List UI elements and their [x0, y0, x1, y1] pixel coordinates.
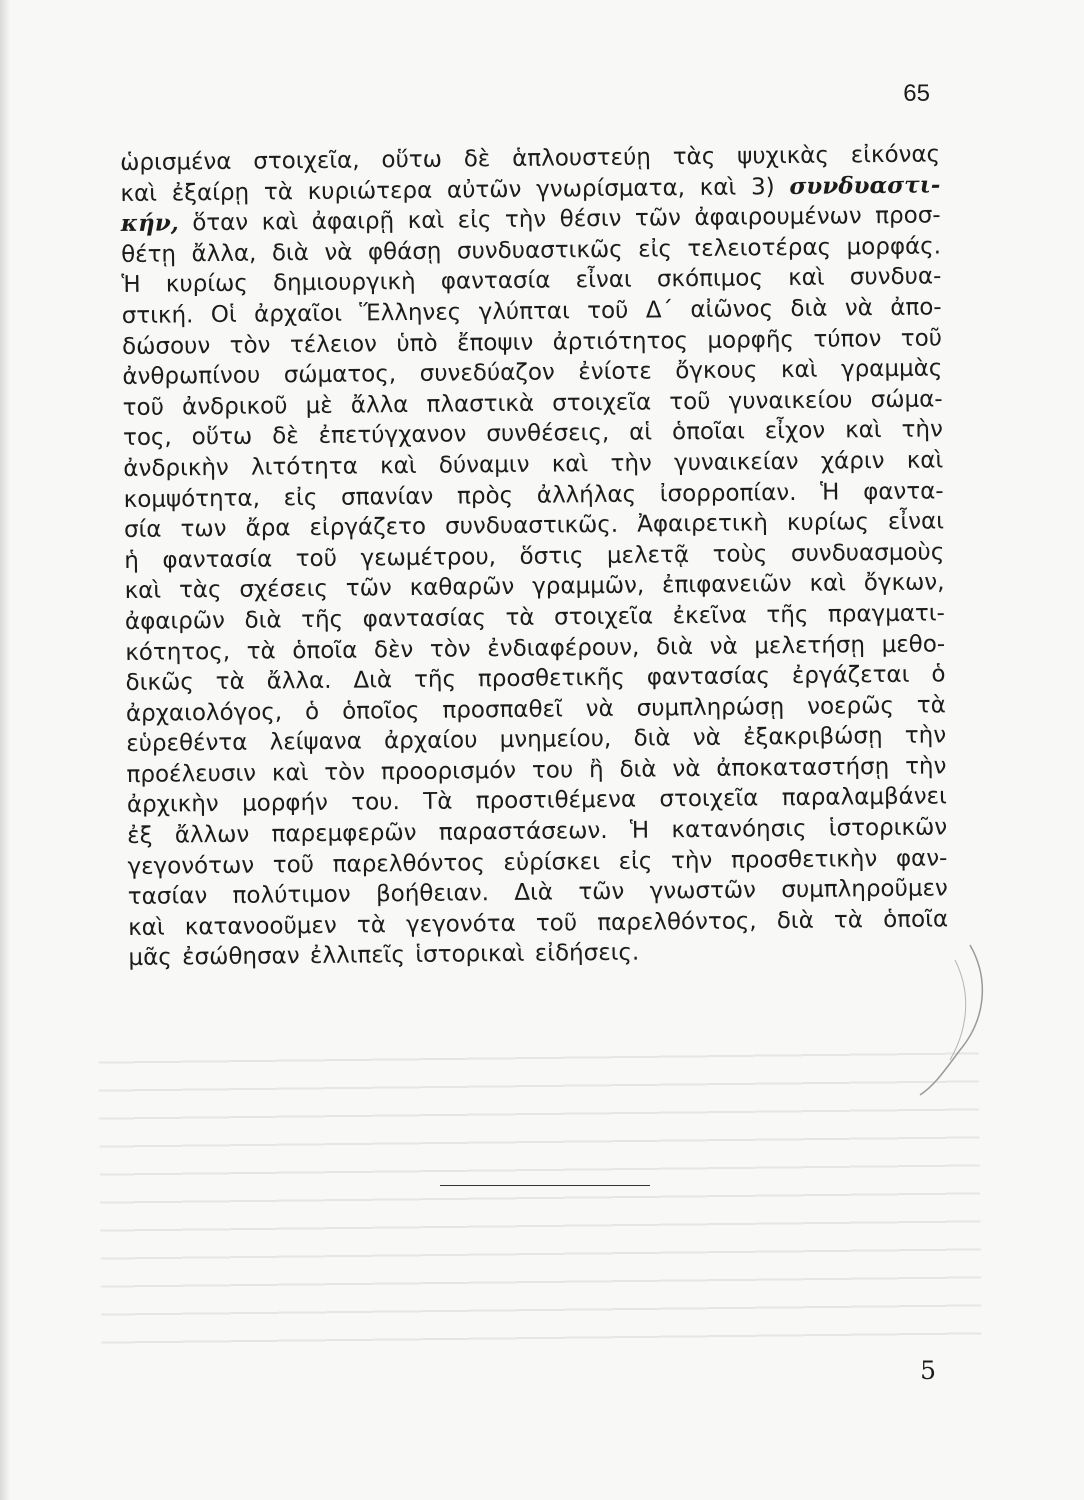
word: γεωμέτρου, [360, 543, 497, 572]
word: σώμα- [870, 386, 943, 413]
word: γεγονότα [405, 910, 516, 938]
word: νὰ [709, 633, 738, 660]
word: καὶ [699, 174, 737, 201]
word: μελετᾷ [606, 541, 690, 569]
word: νὰ [672, 755, 701, 783]
word: ὡρισμένα [120, 148, 232, 176]
word: καὶ [780, 356, 818, 384]
word: εἰς [618, 848, 653, 875]
word: ἐξαίρῃ [171, 179, 250, 207]
word: τοῦ [587, 297, 629, 325]
word: εἶχον [764, 417, 826, 445]
word: ἄλλα, [191, 240, 257, 268]
word: ἱστορικῶν [828, 814, 948, 842]
word: τὴν [670, 847, 713, 874]
word: νοερῶς [807, 692, 895, 720]
word: Ἀφαιρετικὴ [637, 510, 768, 538]
word: Ἡ [629, 817, 650, 844]
word: διὰ [244, 607, 282, 634]
word: κυρίως [786, 509, 870, 537]
word: αἱ [629, 419, 653, 447]
word: κομψότητα, [123, 485, 261, 513]
word: καὶ [407, 207, 445, 235]
word: τοῦ [900, 324, 943, 352]
word: μορφάς. [846, 233, 942, 261]
word: κότητος, [125, 638, 231, 666]
word: ἐπετύγχανον [318, 421, 467, 450]
word: ἁπλουστεύῃ [512, 144, 652, 172]
word: συμπληρώσῃ [636, 693, 785, 722]
word: ἀρχαίου [383, 727, 478, 755]
word: χάριν [820, 447, 885, 475]
word: κήν, [120, 209, 179, 238]
word: προστιθέμενα [475, 787, 637, 815]
word: εἶναι [887, 508, 945, 536]
word: ἐξ [127, 822, 153, 850]
word: τὸν [324, 759, 366, 786]
word: οὕτω [191, 423, 253, 451]
word: Ἕλληνες [359, 299, 462, 327]
page-number: 65 [903, 80, 930, 107]
word: νὰ [844, 295, 873, 322]
word: εἰς [283, 484, 318, 511]
word: τασίαν [127, 883, 208, 911]
word: δύναμιν [438, 451, 530, 479]
word: ἐνδιαφέρουν, [487, 634, 640, 662]
word: τέλειον [289, 330, 378, 358]
word: ἀλλήλας [536, 481, 637, 509]
word: δικῶς [125, 669, 194, 697]
word: συνδυαστικῶς [456, 236, 623, 265]
pencil-margin-mark [900, 940, 990, 1100]
word: ἰσορροπίαν. [659, 479, 797, 507]
word: συνδυασμοὺς [790, 539, 945, 567]
word: καὶ [551, 451, 589, 478]
word: τὰ [246, 637, 276, 665]
word: ἀπο- [890, 294, 942, 321]
word: συνδυαστικῶς. [444, 511, 619, 540]
word: σκόπιμος [656, 265, 764, 293]
word: κυρίως [165, 271, 248, 298]
word: κατανόησις [671, 815, 807, 844]
word: ἐνίοτε [578, 358, 652, 386]
word: φαντα- [862, 477, 944, 505]
word: στοιχεῖα [659, 785, 759, 813]
word: ὑπὸ [396, 330, 438, 357]
word: τὴν [904, 722, 947, 750]
word: προσπαθεῖ [442, 696, 563, 724]
word: τὰς [672, 143, 716, 171]
word: προσ- [875, 202, 941, 230]
word: ἀρχικὴν [126, 791, 219, 819]
word: μορφῆς [707, 326, 795, 354]
word: φαν- [895, 845, 948, 872]
word: ἐξακριβώσῃ [742, 723, 883, 751]
word: τῆς [413, 666, 457, 694]
word: φαντασία [440, 267, 551, 296]
word: ἐκεῖνα [672, 602, 747, 630]
word: σπανίαν [340, 483, 434, 511]
word: ὁποῖα [292, 637, 358, 664]
word: ὄγκους [675, 357, 758, 385]
word: ἀνθρωπίνου [122, 362, 261, 391]
word: τὸν [429, 635, 471, 663]
word: θέσιν [559, 205, 622, 233]
word: τὰ [356, 912, 387, 939]
word: τῶν [634, 205, 682, 232]
word: οὕτω [381, 146, 443, 174]
word: Τὰ [423, 789, 453, 816]
word: γλύπται [478, 298, 570, 326]
word: τύπον [813, 325, 882, 353]
word: τὴν [610, 450, 652, 477]
word: νὰ [692, 725, 722, 752]
word: ὅστις [519, 542, 584, 570]
word: συνθέσεις, [486, 420, 610, 448]
word: συνδυα- [849, 263, 942, 291]
word: τῆς [766, 601, 809, 629]
word: μᾶς [128, 944, 172, 972]
word: τοῦ [272, 851, 315, 879]
word: τὸν [229, 331, 271, 359]
word: τοῦ [669, 388, 711, 416]
word: ἄλλα [350, 391, 409, 419]
word: τελειοτέρας [687, 234, 832, 262]
word: τὰ [215, 668, 245, 696]
word: του [531, 757, 574, 784]
word: του. [351, 789, 400, 817]
word: ὄγκων, [863, 569, 945, 597]
word: νὰ [585, 695, 614, 722]
word: μελετήσῃ [754, 631, 866, 659]
word: παρεμφερῶν [271, 819, 417, 848]
word: αἰῶνος [690, 296, 774, 324]
word: καὶ [379, 452, 417, 480]
word: ἀφαιρουμένων [694, 203, 862, 232]
word: ἀνδρικὴν [123, 454, 229, 482]
word: εὑρίσκει [503, 848, 601, 876]
word: γεγονότων [127, 852, 255, 880]
word: καὶ [261, 209, 299, 236]
word: εἰδήσεις. [534, 940, 640, 968]
word: τὴν [901, 416, 944, 444]
word: Οἱ [210, 301, 237, 329]
word: ἀρτιότητος [552, 327, 689, 356]
word: ἐπιφανειῶν [661, 571, 792, 599]
word: ψυχικὰς [736, 142, 830, 170]
word: παρελθόντος [332, 849, 485, 878]
word: ἄλλων [174, 821, 250, 849]
word: Διὰ [514, 879, 554, 907]
word: ὁποῖαι [671, 418, 745, 446]
word: τοῦ [535, 910, 578, 937]
word: τὰς [178, 577, 222, 604]
word: γυναικείου [728, 387, 853, 415]
word: παραστάσεων. [438, 817, 608, 846]
word: Ἡ [121, 272, 141, 299]
word: φαντασία [162, 546, 273, 574]
word: τὰ [833, 907, 864, 934]
word: Δ´ [645, 297, 674, 324]
word: τὰ [916, 692, 946, 719]
word: τοῦ [122, 394, 165, 421]
word: διὰ [633, 725, 671, 752]
show-through-text [98, 1035, 981, 1344]
word: προσθετικῆς [477, 664, 625, 693]
word: διὰ [776, 907, 814, 935]
word: φαντασίας [362, 605, 487, 633]
word: ἢ [588, 756, 604, 783]
word: ἔποψιν [456, 329, 534, 357]
word: ἀφαιρῇ [311, 208, 395, 236]
signature-number: 5 [920, 1356, 936, 1385]
word: βοήθειαν. [375, 880, 490, 908]
word: ἄλλα. [266, 667, 332, 695]
word: πλαστικὰ [426, 390, 535, 418]
word: Ἡ [820, 479, 840, 506]
word: φθάσῃ [367, 238, 442, 266]
word: θέτῃ [120, 241, 177, 268]
section-rule [440, 1185, 650, 1186]
word: τὴν [904, 753, 947, 780]
word: τοὺς [712, 540, 768, 568]
word: μεθο- [881, 630, 946, 658]
word: σώματος, [283, 361, 397, 389]
word: προορισμόν [380, 757, 517, 786]
word: καὶ [809, 570, 847, 598]
word: λιτότητα [250, 453, 358, 481]
word: προέλευσιν [126, 760, 257, 788]
word: σχέσεις [239, 576, 329, 604]
word: ὁ [304, 698, 320, 725]
word: στοιχεῖα, [253, 147, 360, 175]
word: ἀφαιρῶν [124, 607, 226, 635]
word: πραγματι- [827, 600, 946, 628]
word: των [180, 516, 227, 543]
word: τος, [122, 424, 172, 452]
word: ὁ [931, 661, 946, 688]
word: φαντασίας [646, 663, 771, 691]
word: ἱστορικαὶ [415, 941, 525, 969]
word: εἰκόνας [850, 141, 941, 169]
word: λείψανα [269, 728, 362, 756]
word: συνδυαστι- [789, 171, 941, 200]
word: μὲ [305, 392, 333, 419]
word: δὲν [373, 636, 414, 663]
word: παρελθόντος, [597, 908, 757, 936]
word: γνωστῶν [649, 877, 757, 905]
body-text [120, 139, 949, 974]
word: τὰ [505, 604, 535, 631]
word: καὶ [787, 265, 825, 292]
word: συμπληροῦμεν [781, 875, 948, 904]
word: τὰ [263, 178, 294, 206]
word: ἀνδρικοῦ [181, 393, 288, 421]
word: δημιουργικὴ [272, 269, 416, 297]
word: ἐσώθησαν [181, 943, 300, 971]
word: γυναικείαν [673, 448, 799, 477]
word: γραμμὰς [840, 355, 943, 383]
word: 3) [750, 173, 775, 200]
word: καὶ [271, 759, 309, 787]
word: εὑρεθέντα [126, 729, 248, 758]
word: ἐλλιπεῖς [309, 942, 406, 970]
word: στοιχεῖα [553, 603, 654, 631]
word: ἄρα [245, 515, 291, 542]
word: γνωρίσματα, [536, 174, 686, 203]
word: συνεδύαζον [419, 359, 555, 388]
word: δὲ [272, 423, 299, 450]
word: διὰ [619, 756, 657, 783]
word: τῶν [345, 575, 392, 602]
word: τῶν [578, 879, 625, 906]
word: κατανοοῦμεν [184, 912, 337, 941]
word: ἀποκαταστήσῃ [716, 753, 890, 782]
word: εἰς [457, 207, 492, 234]
word: εἰς [638, 236, 673, 263]
word: δώσουν [121, 332, 211, 360]
word: τὴν [504, 206, 547, 234]
word: δὲ [463, 146, 491, 173]
word: ἀρχαιολόγος, [125, 699, 283, 727]
word: καὶ [120, 180, 158, 207]
word: καὶ [906, 447, 944, 474]
word: σία [123, 516, 162, 544]
word: τῆς [301, 606, 344, 634]
word: προσθετικὴν [730, 845, 878, 874]
word: ἀρχαῖοι [253, 300, 343, 328]
word: διὰ [790, 295, 828, 322]
word: διὰ [655, 633, 694, 660]
word: μορφήν [241, 790, 329, 818]
word: καὶ [128, 914, 165, 941]
word: στοιχεῖα [552, 389, 652, 417]
word: πολύτιμον [232, 881, 351, 910]
word: μνημείου, [499, 726, 612, 754]
word: ὁποῖος [341, 697, 420, 725]
word: ἡ [124, 547, 140, 574]
word: διὰ [271, 239, 310, 267]
word: ὁποῖα [882, 906, 949, 933]
word: κυριώτερα [307, 177, 433, 205]
page-edge-shadow [0, 0, 10, 1500]
word: αὐτῶν [446, 176, 522, 204]
word: γραμμῶν, [532, 572, 645, 601]
word: νὰ [324, 239, 353, 266]
word: καὶ [845, 417, 882, 444]
word: καθαρῶν [409, 574, 515, 602]
word: ὅταν [192, 209, 249, 237]
word: καὶ [124, 577, 162, 605]
word: εἶναι [575, 267, 632, 294]
word: παραλαμβάνει [781, 783, 947, 812]
word: στική. [121, 302, 194, 329]
word: πρὸς [456, 482, 514, 510]
word: εἰργάζετο [309, 513, 427, 542]
word: Διὰ [353, 667, 393, 694]
word: τοῦ [295, 545, 338, 572]
word: ἐργάζεται [791, 661, 910, 690]
